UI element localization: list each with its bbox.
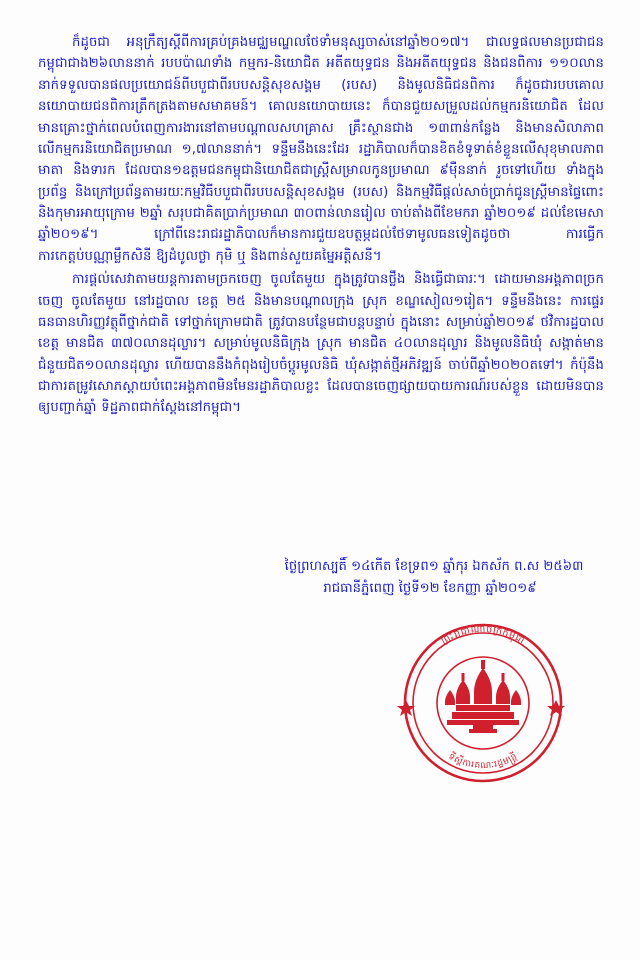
seal-bottom-text: ទីស្ដីការគណៈរដ្ឋមន្ត្រី	[446, 751, 520, 772]
svg-text:ព្រះរាជាណាចក្រកម្ពុជា	[439, 624, 526, 647]
signature-block	[240, 556, 620, 601]
seal-graphic	[390, 610, 576, 796]
signature-place-date: រាជធានីភ្នំពេញ ថ្ងៃទី១២ ខែកញ្ញា ឆ្នាំ២០១៩	[323, 581, 537, 597]
seal-top-text: ព្រះរាជាណាចក្រកម្ពុជា	[439, 623, 527, 647]
document-body	[38, 32, 604, 421]
signature-date-buddhist: ថ្ងៃព្រហស្បតិ៍ ១៤កើត ខែទ្រព១ ឆ្នាំកុរ ឯកស័ក ព.ស ២៥៦៣	[284, 559, 584, 574]
paragraph-1: ក៏ដូចជា អនុក្រឹត្យស្ដីពីការគ្រប់គ្រងមជ្ឈមណ្ឌលថែទាំមនុស្សចាស់នៅឆ្នាំ២០១៧។ ជាលទ្ធផលមានប្រជាជនកម្ពុជាជាង២៦លាននាក់ របបប៉ាណទាំង កម្មករ-និយោជិត អតីតយុទ្ធជន និងអតីតយុទ្ធជន និងជនពិការ ១១០លាននាក់ទទួលបានផលប្រយោជន៍ពីបបួជាពីរបបសន្តិសុខសង្គម (របស) និងមូលនិធិជនពិការ ក៏ដូចជារបបគោលនយោបាយជនពិការត្រឹកត្រងតាមសមាគមន៍។ គោលនយោបាយនេះ ក៏បានជួយសម្រួលដល់កម្មករនិយោជិត ដែលមានគ្រោះថ្នាក់ពេលបំពេញការងារនៅតាមបណ្ដាលសហគ្រាស គ្រឹះស្ថានជាង ១៣ពាន់កន្លែង និងមានសិលាភាពលើកម្មករនិយោជិតប្រមាណ ១,៧លាននាក់។ ទន្ទឹមនឹងនេះដែរ រដ្ឋាភិបាលក៏បានខិតខំទូទាត់ខំខ្លួនលើសុខុមាលភាពមាតា និងទារក ដែលបាន១ឧត្ដមជនកម្ពុជានិយោជិតជាស្ត្រីសម្រាលកូនប្រមាណ ៩ម៉ឺននាក់ រួចទៅហើយ ទាំងក្នុងប្រព័ន្ធ និងក្រៅប្រព័ន្ធតាមរយៈកម្មវិធីបបួជាពីរបបសន្តិសុខសង្គម (របស) និងកម្មវិធីផ្ដល់សាច់ប្រាក់ជូនស្ត្រីមានផ្ទៃពោះ និងកុមារអាយុក្រោម ២ឆ្នាំ សរុបជាគិតប្រាក់ប្រមាណ ៣០ពាន់លានរៀល ចាប់តាំងពីខែមករា ឆ្នាំ២០១៩ ដល់ខែមេសា ឆ្នាំ២០១៩។ ក្រៅពីនេះរាជរដ្ឋាភិបាលក៏មានការជួយឧបត្ថម្ភដល់ថែទាមូលធនទៀតដូចថា ការធ្វើកការកេត្តប់បណ្ណាម្លឹកសិនី ឱ្យដំបូលថ្ងា កុមិ ឬ និងពាន់សួយគម្នៃអត្តិសនី។	[38, 35, 604, 264]
official-seal	[390, 610, 580, 800]
paragraph-2: ការផ្ដល់សេវាតាមយន្តការតាមច្រកចេញ ចូលតែមួយ ក្នុងត្រូវបានថ្លឹង និងធ្វើជាធារៈ។ ដោយមានអង្គភាពច្រកចេញ ចូលតែមួយ នៅរដ្ឋបាល ខេត្ត ២៥ និងមានបណ្ដាលក្រុង ស្រុក ខណ្ឌសៀល១រៀត។ ទន្ទឹមនឹងនេះ ការផ្ទេរធនធានហិរញ្ញវត្ថុពីថ្នាក់ជាតិ ទៅថ្នាក់ក្រោមជាតិ ត្រូវបានបន្ថែមជាបន្តបន្ទាប់ ក្នុងនោះ សម្រាប់ឆ្នាំ២០១៩ ថវិការដ្ឋបាល ខេត្ត មានជិត ៣៧០លានដុល្លារ។ សម្រាប់មូលនិធិក្រុង ស្រុក មានជិត ៤០លានដុល្លារ និងមូលនិធិឃុំ សង្កាត់មានជំនួយជិត១០លានដុល្លារ ហើយបាននឹងកំពុងរៀបចំប្ដូរមូលនិធិ ឃុំសង្កាត់ថ្មីអភិវឌ្ឍន៍ ចាប់ពីឆ្នាំ២០២០តទៅ។ កំប៉ុនឹង ជាការតម្រូវសោភស្ដាយបំពេះអង្គភាពមិនមែនរដ្ឋាភិបាលខ្លះ ដែលបានចេញផ្សាយបាយការណ៍របស់ខ្លួន ដោយមិនបានឲ្យបញ្ជាក់ឆ្នាំ ទិដ្ឋភាពជាក់ស្ដែងនៅកម្ពុជា។	[38, 272, 604, 416]
